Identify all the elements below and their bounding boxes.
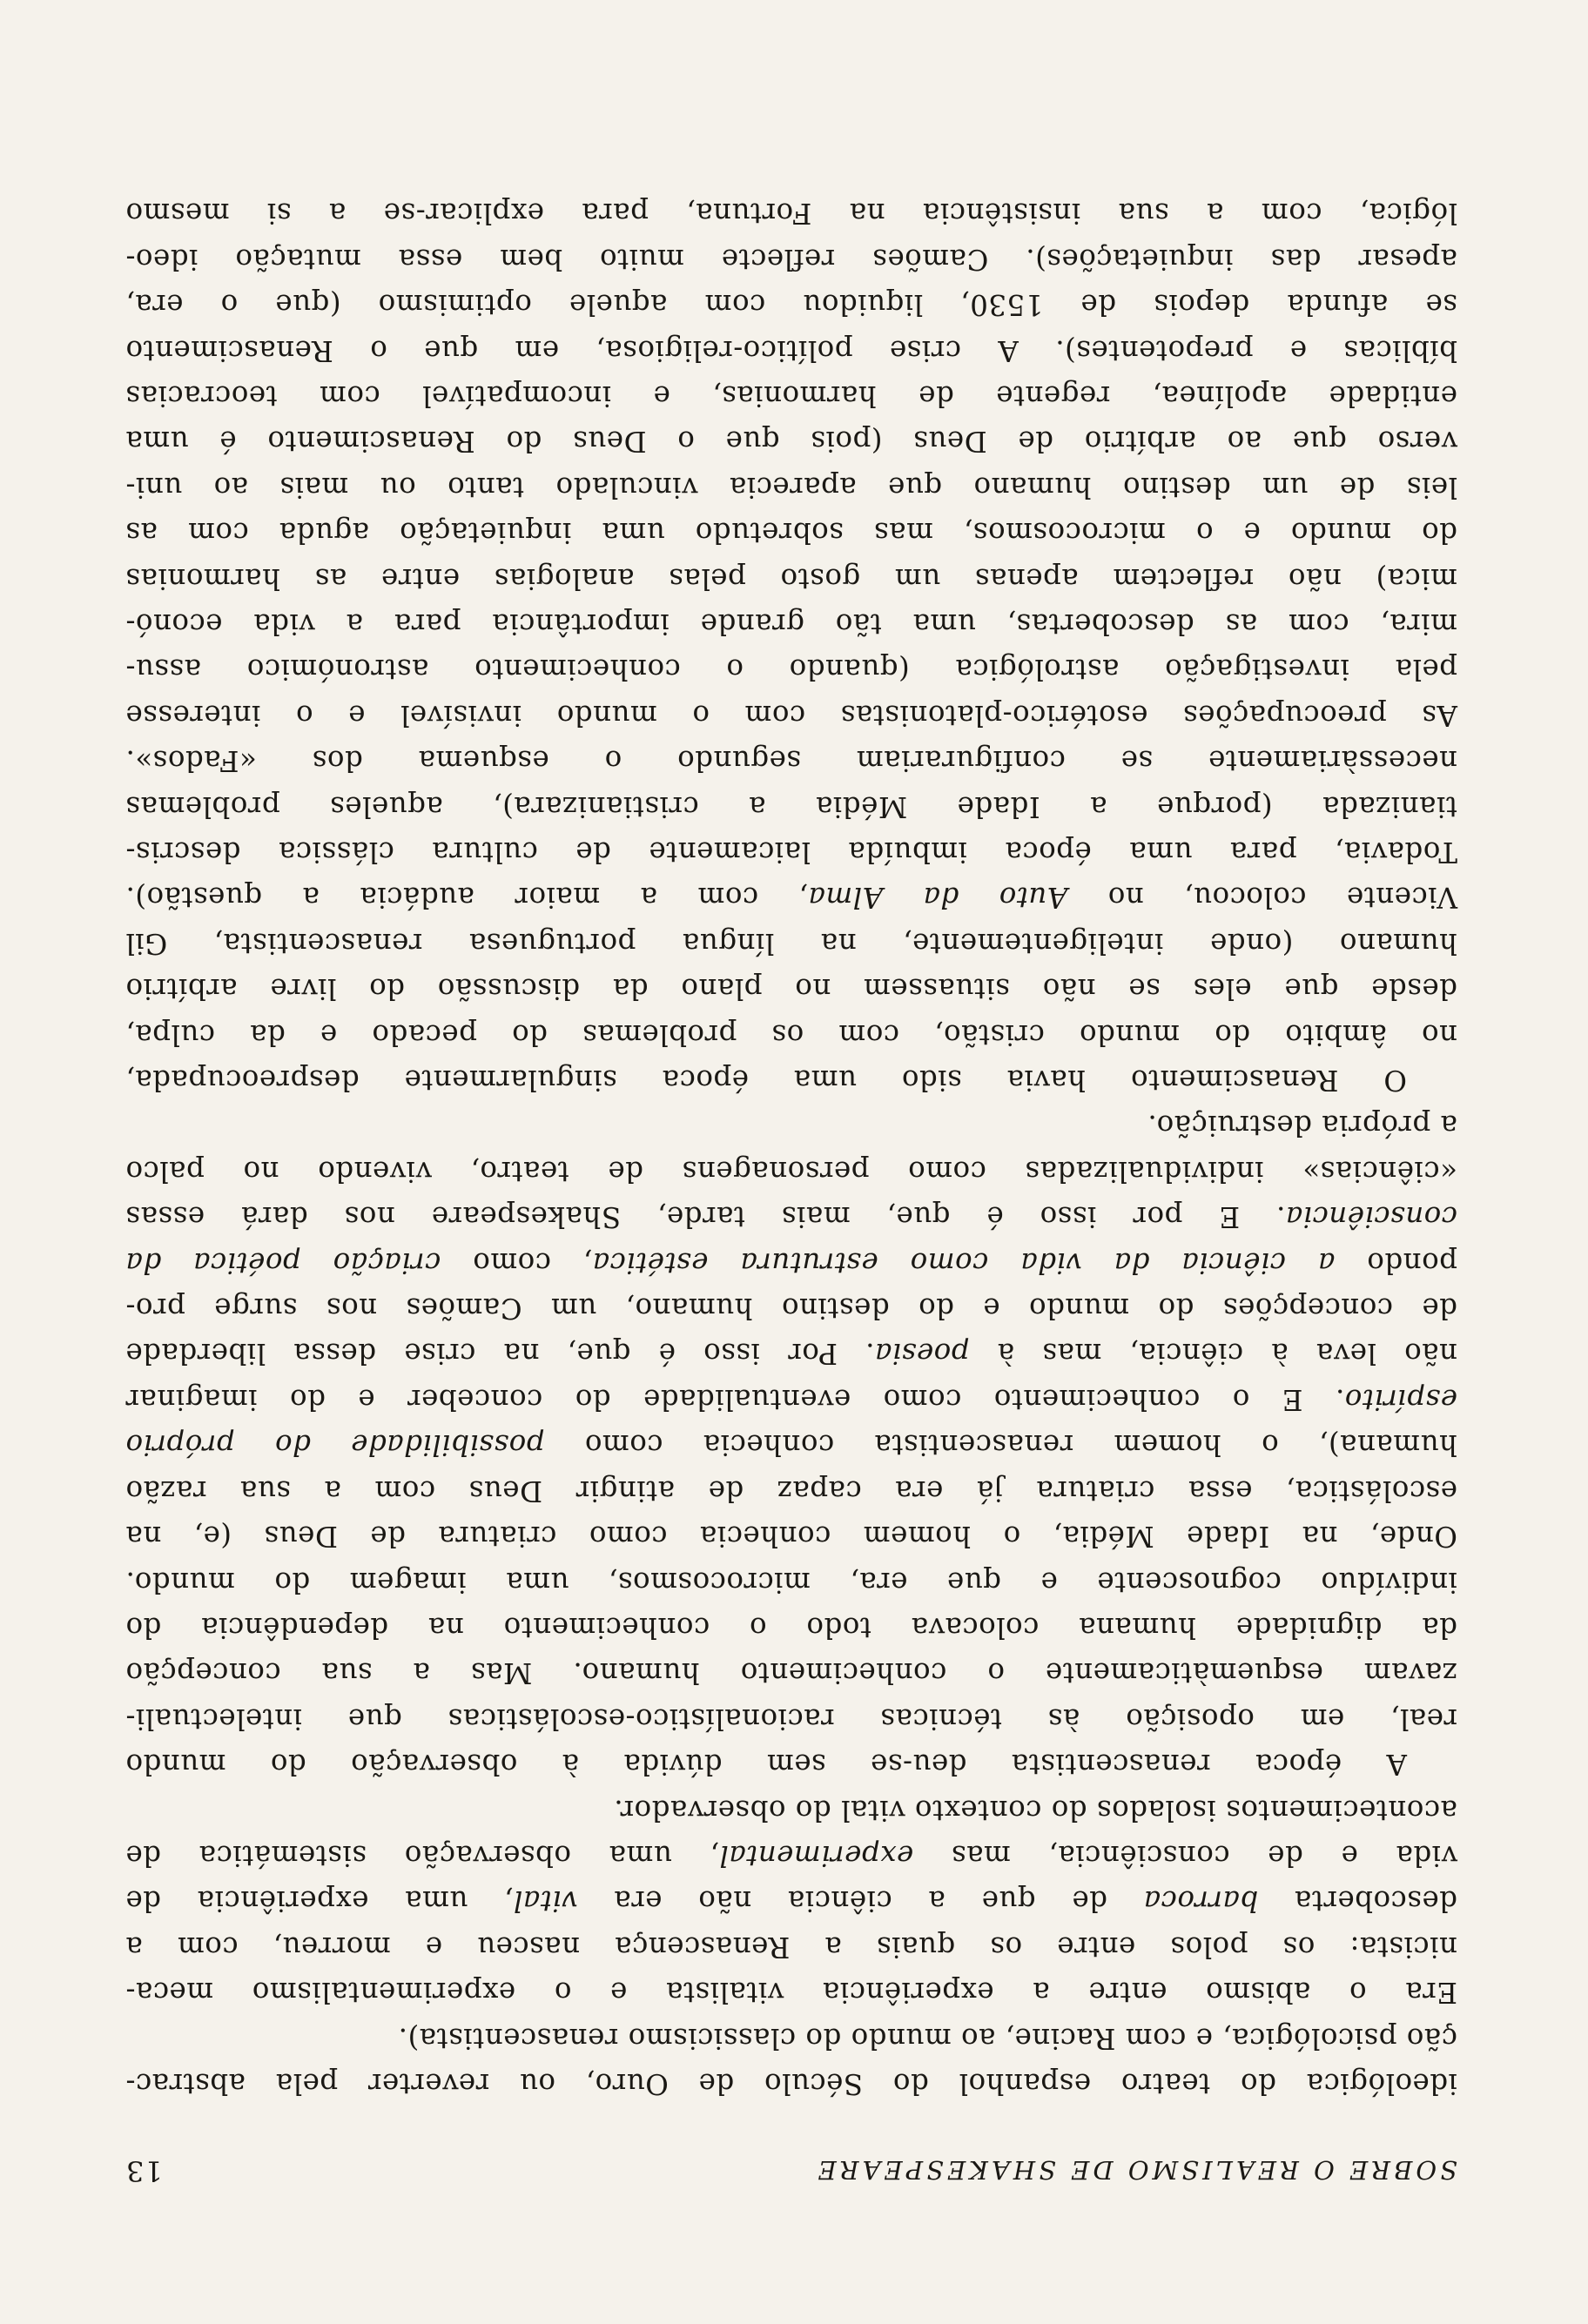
text-segment: A época renascentista deu-se sem dúvida à observação do mundo xyxy=(125,1748,1407,1782)
text-segment: do mundo e o microcosmos, mas sobretudo uma inquietação aguda com as xyxy=(125,516,1457,550)
text-line xyxy=(125,1331,1457,1376)
text-line xyxy=(125,1148,1457,1193)
text-line xyxy=(125,1559,1457,1604)
text-segment: de que a ciência não era xyxy=(577,1884,1144,1918)
text-line xyxy=(125,1194,1457,1239)
text-segment: Todavia, para uma época imbuída laicamente de cultura clássica descris- xyxy=(125,836,1457,870)
text-segment: humana), o homem renascentista conhecia como xyxy=(544,1428,1457,1462)
italic-text: criação poética da xyxy=(125,1246,441,1280)
text-line xyxy=(125,692,1457,737)
italic-text: Auto da Alma xyxy=(808,881,1068,915)
text-segment: apesar das inquietações). Camões reflecte muito bem essa mutação ideo- xyxy=(125,242,1457,276)
text-segment: tianizada (porque a Idade Média a cristianizara), aqueles problemas xyxy=(125,789,1457,823)
italic-text: espírito xyxy=(1344,1382,1457,1416)
italic-text: barroca xyxy=(1143,1884,1259,1918)
text-line xyxy=(125,875,1457,920)
text-segment: Vicente colocou, no xyxy=(1067,881,1457,915)
text-segment: a própria destruição. xyxy=(1147,1109,1457,1143)
text-line xyxy=(125,1605,1457,1650)
text-line xyxy=(125,282,1457,327)
text-segment: bíblicas e prepotentes). A crise político-religiosa, em que o Renascimento xyxy=(125,333,1457,367)
text-line xyxy=(125,1103,1457,1148)
text-line xyxy=(125,1377,1457,1422)
text-segment: indivíduo cognoscente e que era, microcosmos, uma imagem do mundo. xyxy=(125,1565,1457,1599)
text-line xyxy=(125,1011,1457,1057)
text-line xyxy=(125,1696,1457,1741)
text-line xyxy=(125,601,1457,647)
text-segment: entidade apolínea, regente de harmonias, e incompatível com teocracias xyxy=(125,379,1457,413)
page-number: 13 xyxy=(125,2154,163,2187)
italic-text: poesia xyxy=(874,1337,970,1371)
italic-text: experimental xyxy=(718,1838,914,1872)
text-segment: mira, com as descobertas, uma tão grande importância para a vida econó- xyxy=(125,608,1457,641)
text-line xyxy=(125,738,1457,783)
text-segment: no âmbito do mundo cristão, com os problemas do pecado e da culpa, xyxy=(125,1018,1457,1051)
text-segment: leis de um destino humano que aparecia vinculado tanto ou mais ao uni- xyxy=(125,470,1457,504)
text-segment: descoberta xyxy=(1258,1884,1457,1918)
text-segment: se afunda depois de 1530, liquidou com aquele optimismo (que o era, xyxy=(125,288,1457,322)
text-line xyxy=(125,966,1457,1011)
text-line xyxy=(125,2015,1457,2060)
text-segment: O Renascimento havia sido uma época singularmente despreocupada, xyxy=(125,1064,1407,1098)
text-line xyxy=(125,373,1457,419)
text-segment: vida e de consciência, mas xyxy=(913,1838,1457,1872)
text-segment: Onde, na Idade Média, o homem conhecia como criatura de Deus (e, na xyxy=(125,1520,1457,1554)
italic-text: possibilidade do próprio xyxy=(125,1428,545,1462)
text-segment: da dignidade humana colocava todo o conhecimento na dependência do xyxy=(125,1610,1457,1644)
text-segment: desde que eles se não situassem no plano da discussão do livre arbítrio xyxy=(125,972,1457,1006)
text-line xyxy=(125,1514,1457,1559)
text-segment: de concepções do mundo e do destino humano, um Camões nos surge pro- xyxy=(125,1292,1457,1326)
text-segment: pondo xyxy=(1335,1246,1457,1280)
text-line xyxy=(125,1650,1457,1696)
text-segment: humano (onde inteligentemente, na língua portuguesa renascentista, Gil xyxy=(125,926,1457,960)
text-line xyxy=(125,647,1457,692)
text-line xyxy=(125,2061,1457,2106)
text-line xyxy=(125,1286,1457,1331)
text-segment: ção psicológica, e com Racine, ao mundo do classicismo renascentista). xyxy=(398,2021,1457,2055)
text-segment: As preocupações esotérico-platonistas com o mundo invisível e o interesse xyxy=(125,698,1457,732)
text-segment: necessàriamente se configurariam segundo o esquema dos «Fados». xyxy=(125,744,1457,778)
text-segment: , uma experiência de xyxy=(124,1884,514,1918)
text-segment: , como xyxy=(441,1246,593,1280)
text-line xyxy=(125,920,1457,965)
italic-text: a ciência da vida como estrutura estética xyxy=(592,1246,1336,1280)
text-line xyxy=(125,419,1457,464)
text-segment: verso que ao arbítrio de Deus (pois que o Deus do Renascimento é uma xyxy=(125,425,1457,459)
text-line xyxy=(125,1833,1457,1878)
text-segment: real, em oposição às técnicas racionalístico-escolásticas que intelectuali- xyxy=(125,1702,1457,1736)
text-segment: acontecimentos isolados do contexto vital do observador. xyxy=(613,1793,1457,1827)
text-line xyxy=(125,327,1457,373)
text-line xyxy=(125,1970,1457,2015)
page-header xyxy=(125,2141,1457,2193)
text-segment: lógica, com a sua insistência na Fortuna, para explicar-se a si mesmo xyxy=(125,197,1457,231)
text-segment: nicista: os polos entre os quais a Renascença nasceu e morreu, com a xyxy=(125,1930,1457,1964)
running-head: SOBRE O REALISMO DE SHAKESPEARE xyxy=(814,2155,1457,2185)
text-line xyxy=(125,1058,1457,1103)
text-line xyxy=(125,510,1457,555)
text-segment: . Por isso é que, na crise dessa liberdade xyxy=(125,1337,875,1371)
text-segment: Era o abismo entre a experiência vitalista e o experimentalismo meca- xyxy=(125,1976,1457,2010)
text-line xyxy=(125,1878,1457,1924)
text-line xyxy=(125,555,1457,601)
text-line xyxy=(125,1924,1457,1969)
text-line xyxy=(125,236,1457,281)
text-segment: mica) não reflectem apenas um gosto pelas analogias entre as harmonias xyxy=(125,561,1457,595)
text-segment: «ciências» individualizadas como personagens de teatro, vivendo no palco xyxy=(125,1154,1457,1188)
text-segment: , com a maior audácia a questão). xyxy=(125,881,808,915)
text-segment: . E por isso é que, mais tarde, Shakespeare nos dará essas xyxy=(125,1200,1286,1234)
text-segment: . E o conhecimento como eventualidade do conceber e do imaginar xyxy=(125,1382,1345,1416)
text-line xyxy=(125,1468,1457,1513)
text-line xyxy=(125,191,1457,236)
text-line xyxy=(125,1422,1457,1468)
text-line xyxy=(125,464,1457,509)
text-line xyxy=(125,1742,1457,1787)
page-content xyxy=(125,191,1457,2193)
text-segment: pela investigação astrológica (quando o conhecimento astronómico assu- xyxy=(125,653,1457,687)
italic-text: vital xyxy=(513,1884,578,1918)
text-line xyxy=(125,1787,1457,1832)
text-line xyxy=(125,830,1457,875)
italic-text: consciência xyxy=(1285,1200,1457,1234)
text-line xyxy=(125,1239,1457,1285)
text-segment: escolástica, essa criatura já era capaz de atingir Deus com a sua razão xyxy=(125,1474,1457,1508)
body-text xyxy=(125,191,1457,2106)
text-segment: ideológica do teatro espanhol do Século de Ouro, ou reverter pela abstrac- xyxy=(125,2067,1457,2100)
text-segment: zavam esquemàticamente o conhecimento humano. Mas a sua concepção xyxy=(125,1656,1457,1690)
text-segment: não leva à ciência, mas à xyxy=(969,1337,1457,1371)
text-line xyxy=(125,783,1457,829)
text-segment: , uma observação sistemática de xyxy=(125,1838,719,1872)
